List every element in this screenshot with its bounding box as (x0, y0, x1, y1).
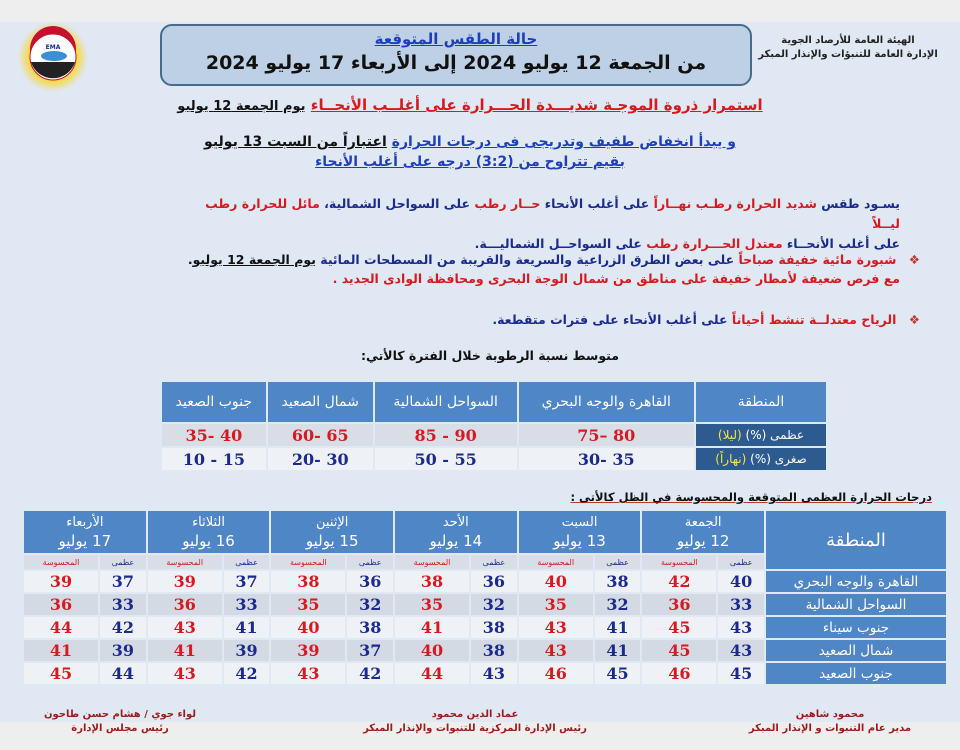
region-name: شمال الصعيد (766, 640, 946, 661)
max-temp-cell: 40 (718, 571, 764, 592)
headline-2-blue: و يبدأ انخفاض طفيف وتدريجى فى درجات الحرارة (391, 134, 736, 150)
feels-temp-cell: 43 (271, 663, 345, 684)
humidity-header: القاهرة والوجه البحري (519, 382, 694, 422)
headline-1-date: يوم الجمعة 12 يوليو (177, 99, 306, 114)
humidity-cell: 55 - 50 (375, 448, 517, 470)
feels-temp-cell: 45 (642, 617, 716, 638)
max-subheader: عظمى (718, 555, 764, 569)
humidity-row-label: عظمى (%) (ليلا) (696, 424, 826, 446)
diamond-bullet-icon: ❖ (908, 312, 920, 327)
region-name: السواحل الشمالية (766, 594, 946, 615)
day-name: الأحد (442, 515, 469, 530)
feels-subheader: المحسوسة (395, 555, 469, 569)
max-temp-cell: 42 (347, 663, 393, 684)
summary-text: يسـود طقس (821, 196, 900, 211)
max-temp-cell: 41 (595, 617, 641, 638)
ema-logo-icon (18, 22, 88, 92)
day-date: 17 يوليو (58, 532, 112, 550)
temperature-row (24, 617, 946, 638)
feels-temp-cell: 40 (519, 571, 593, 592)
humidity-cell: 65 -60 (268, 424, 373, 446)
page-title: حالة الطقس المتوقعة (374, 30, 538, 48)
bullet-highlight: شبورة مائية خفيفة صباحاً (738, 252, 897, 267)
feels-temp-cell: 41 (395, 617, 469, 638)
feels-temp-cell: 46 (519, 663, 593, 684)
signature-2 (330, 708, 620, 736)
temperature-row (24, 640, 946, 661)
bullet-period: . (187, 252, 193, 267)
summary-text: على أغلب الأنحاء (544, 196, 650, 211)
max-temp-cell: 38 (471, 640, 517, 661)
max-subheader: عظمى (100, 555, 146, 569)
humidity-row-max (162, 424, 826, 446)
region-name: جنوب الصعيد (766, 663, 946, 684)
diamond-bullet-icon: ❖ (908, 252, 920, 267)
max-subheader: عظمى (347, 555, 393, 569)
day-name: الثلاثاء (192, 515, 226, 530)
temperature-row (24, 663, 946, 684)
feels-temp-cell: 41 (24, 640, 98, 661)
day-header (271, 511, 393, 553)
humidity-title: متوسط نسبة الرطوبة خلال الفترة كالأتي: (360, 348, 620, 363)
feels-temp-cell: 35 (395, 594, 469, 615)
headline-2-date: اعتباراً من السبت 13 يوليو (204, 134, 387, 150)
feels-temp-cell: 36 (642, 594, 716, 615)
max-temp-cell: 32 (347, 594, 393, 615)
max-temp-cell: 41 (224, 617, 270, 638)
max-temp-cell: 43 (471, 663, 517, 684)
signature-title: رئيس مجلس الإدارة (71, 723, 169, 734)
humidity-row-min (162, 448, 826, 470)
summary-text: على السواحل الشمالية، (324, 196, 471, 211)
max-temp-cell: 32 (595, 594, 641, 615)
region-name: القاهرة والوجه البحري (766, 571, 946, 592)
temperature-title: درجات الحرارة العظمى المتوقعة والمحسوسة في الظل كالأتى : (570, 490, 932, 504)
signature-name: لواء جوي / هشام حسن طاحون (43, 709, 197, 720)
feels-temp-cell: 39 (271, 640, 345, 661)
max-temp-cell: 39 (224, 640, 270, 661)
summary-text: على السواحــل الشماليـــة. (474, 236, 642, 251)
humidity-cell: 35 -30 (519, 448, 694, 470)
humidity-row-label: صغرى (%) (نهاراً) (696, 448, 826, 470)
max-temp-cell: 39 (100, 640, 146, 661)
feels-temp-cell: 43 (148, 663, 222, 684)
temperature-row (24, 571, 946, 592)
day-date: 14 يوليو (429, 532, 483, 550)
max-temp-cell: 41 (595, 640, 641, 661)
signature-name: عماد الدين محمود (431, 709, 519, 720)
region-name: جنوب سيناء (766, 617, 946, 638)
forecast-period: من الجمعة 12 يوليو 2024 إلى الأربعاء 17 يوليو 2024 (205, 52, 707, 74)
feels-temp-cell: 39 (148, 571, 222, 592)
feels-subheader: المحسوسة (24, 555, 98, 569)
feels-temp-cell: 39 (24, 571, 98, 592)
org-line-1: الهيئة العامة للأرصاد الجوية (781, 35, 915, 46)
humidity-header-row (162, 382, 826, 422)
max-temp-cell: 33 (100, 594, 146, 615)
day-date: 15 يوليو (305, 532, 359, 550)
max-temp-cell: 38 (347, 617, 393, 638)
feels-temp-cell: 43 (519, 617, 593, 638)
max-subheader: عظمى (471, 555, 517, 569)
humidity-cell: 30 -20 (268, 448, 373, 470)
feels-temp-cell: 36 (148, 594, 222, 615)
summary-highlight: حــار رطب (474, 196, 541, 211)
humidity-table (160, 380, 828, 472)
humidity-header: جنوب الصعيد (162, 382, 266, 422)
max-temp-cell: 45 (718, 663, 764, 684)
humidity-header: شمال الصعيد (268, 382, 373, 422)
max-temp-cell: 42 (100, 617, 146, 638)
day-header (24, 511, 146, 553)
bullet-date: يوم الجمعة 12 يوليو (192, 252, 316, 267)
feels-temp-cell: 42 (642, 571, 716, 592)
feels-subheader: المحسوسة (519, 555, 593, 569)
day-date: 13 يوليو (553, 532, 606, 550)
humidity-cell: 40 -35 (162, 424, 266, 446)
summary-highlight: مائل للحرارة رطب ليــلاً (205, 196, 900, 231)
bullet-highlight: الرياح معتدلــة تنشط أحياناً (731, 312, 897, 327)
day-name: الأربعاء (66, 515, 104, 530)
temperature-table (22, 509, 948, 686)
feels-temp-cell: 35 (271, 594, 345, 615)
feels-temp-cell: 35 (519, 594, 593, 615)
bullet-rain: مع فرص ضعيفة لأمطار خفيفة على مناطق من شمال الوجة البحرى ومحافظة الوادى الجديد . (332, 271, 900, 286)
temperature-row (24, 594, 946, 615)
feels-temp-cell: 43 (519, 640, 593, 661)
humidity-cell: 90 - 85 (375, 424, 517, 446)
max-subheader: عظمى (595, 555, 641, 569)
feels-temp-cell: 45 (642, 640, 716, 661)
day-date: 16 يوليو (182, 532, 235, 550)
day-header (519, 511, 641, 553)
signature-title: رئيس الإدارة المركزية للتنبوات والإنذار المبكر (363, 723, 587, 734)
max-temp-cell: 37 (347, 640, 393, 661)
bullet-text: على أغلب الأنحاء على فترات متقطعة. (492, 312, 728, 327)
signature-name: محمود شاهين (795, 709, 865, 720)
feels-temp-cell: 36 (24, 594, 98, 615)
headline-2 (170, 132, 770, 172)
feels-temp-cell: 44 (24, 617, 98, 638)
signature-1 (720, 708, 940, 736)
humidity-cell: 15 - 10 (162, 448, 266, 470)
title-box (160, 24, 752, 86)
signature-3 (20, 708, 220, 736)
headline-1 (170, 96, 770, 114)
max-temp-cell: 33 (718, 594, 764, 615)
feels-temp-cell: 44 (395, 663, 469, 684)
feels-subheader: المحسوسة (148, 555, 222, 569)
max-temp-cell: 43 (718, 617, 764, 638)
max-temp-cell: 42 (224, 663, 270, 684)
max-temp-cell: 38 (595, 571, 641, 592)
organization-name (758, 34, 938, 62)
feels-subheader: المحسوسة (642, 555, 716, 569)
day-name: الجمعة (684, 515, 722, 530)
bullet-text: على بعض الطرق الزراعية والسريعة والقريبة من المسطحات المائية (320, 252, 735, 267)
feels-temp-cell: 40 (271, 617, 345, 638)
max-temp-cell: 45 (595, 663, 641, 684)
humidity-header: السواحل الشمالية (375, 382, 517, 422)
weather-summary (180, 194, 900, 254)
max-temp-cell: 38 (471, 617, 517, 638)
max-subheader: عظمى (224, 555, 270, 569)
headline-1-red: استمرار ذروة الموجـة شديـــدة الحـــرارة على أغلــب الأنحــاء (310, 96, 763, 114)
feels-temp-cell: 46 (642, 663, 716, 684)
summary-highlight: شديد الحرارة رطـب نهــاراً (653, 196, 817, 211)
feels-temp-cell: 45 (24, 663, 98, 684)
max-temp-cell: 36 (347, 571, 393, 592)
bullet-fog (120, 250, 920, 288)
feels-temp-cell: 40 (395, 640, 469, 661)
org-line-2: الإدارة العامة للتنبؤات والإنذار المبكر (758, 49, 938, 60)
summary-text: على أغلب الأنحــاء (786, 236, 900, 251)
humidity-header: المنطقة (696, 382, 826, 422)
day-header (642, 511, 764, 553)
day-date: 12 يوليو (676, 532, 730, 550)
max-temp-cell: 36 (471, 571, 517, 592)
day-header (148, 511, 270, 553)
humidity-cell: 80 –75 (519, 424, 694, 446)
max-temp-cell: 43 (718, 640, 764, 661)
max-temp-cell: 32 (471, 594, 517, 615)
max-temp-cell: 37 (100, 571, 146, 592)
feels-temp-cell: 38 (395, 571, 469, 592)
feels-subheader: المحسوسة (271, 555, 345, 569)
headline-3-blue: بقيم تتراوح من (3:2) درجه على أغلب الأنحاء (315, 154, 625, 170)
max-temp-cell: 33 (224, 594, 270, 615)
signature-title: مدير عام التنبوات و الإنذار المبكر (748, 723, 912, 734)
feels-temp-cell: 43 (148, 617, 222, 638)
day-header (395, 511, 517, 553)
feels-temp-cell: 38 (271, 571, 345, 592)
region-header: المنطقة (766, 511, 946, 569)
max-temp-cell: 44 (100, 663, 146, 684)
day-name: السبت (561, 515, 598, 530)
summary-highlight: معتدل الحـــرارة رطب (646, 236, 783, 251)
temperature-days-row (24, 511, 946, 553)
logo-text: EMA (45, 44, 61, 51)
max-temp-cell: 37 (224, 571, 270, 592)
day-name: الإثنين (316, 515, 349, 530)
feels-temp-cell: 41 (148, 640, 222, 661)
bullet-wind (120, 310, 920, 329)
